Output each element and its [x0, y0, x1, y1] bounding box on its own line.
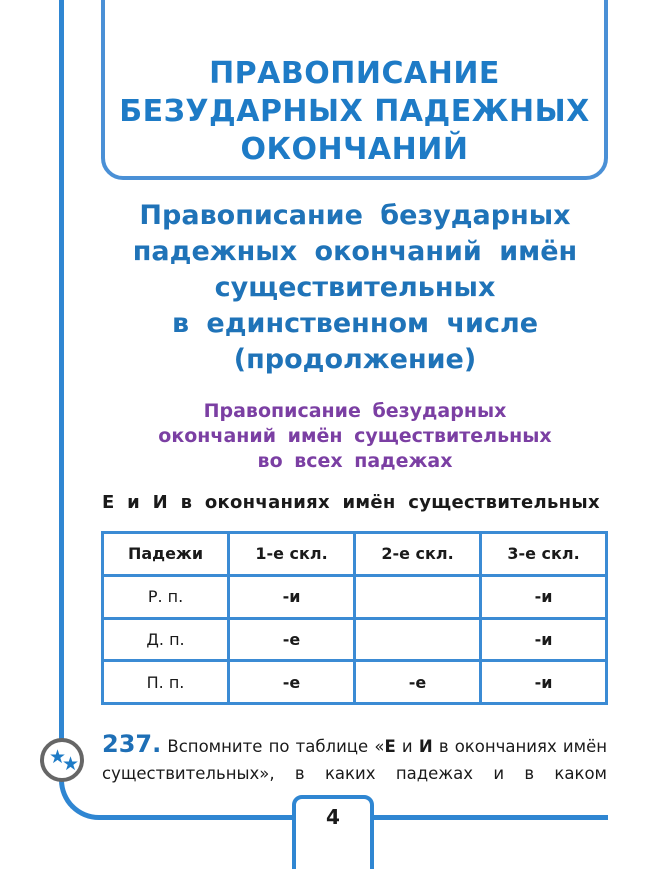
table-header-row — [103, 533, 607, 576]
chapter-title: ПРАВОПИСАНИЕ БЕЗУДАРНЫХ ПАДЕЖНЫХ ОКОНЧАНИЙ — [119, 56, 590, 167]
ending-cell: -е — [229, 618, 355, 661]
exercise-bold-letter: Е — [384, 737, 396, 756]
table-row — [103, 618, 607, 661]
exercise-text-part: Вспомните по таблице « — [167, 737, 385, 756]
page-border-left — [59, 0, 64, 760]
table-row — [103, 575, 607, 618]
case-cell: П. п. — [103, 661, 229, 704]
header-cell: 1-е скл. — [229, 533, 355, 576]
table-row — [103, 661, 607, 704]
section-title: Правописание безударных окончаний имён существительных во всех падежах — [158, 400, 552, 472]
endings-table — [101, 531, 608, 705]
exercise-bold-letter: И — [418, 737, 433, 756]
case-cell: Д. п. — [103, 618, 229, 661]
ending-cell: -и — [481, 618, 607, 661]
exercise-number: 237. — [102, 730, 162, 758]
difficulty-badge — [40, 738, 84, 782]
ending-cell: -и — [481, 661, 607, 704]
ending-cell: -е — [355, 661, 481, 704]
header-cell: 3-е скл. — [481, 533, 607, 576]
ending-cell — [355, 618, 481, 661]
star-icon: ★ — [62, 753, 80, 775]
ending-cell — [355, 575, 481, 618]
header-cell: 2-е скл. — [355, 533, 481, 576]
ending-cell: -и — [229, 575, 355, 618]
case-cell: Р. п. — [103, 575, 229, 618]
ending-cell: -и — [481, 575, 607, 618]
exercise-text — [102, 731, 607, 787]
page-number: 4 — [292, 795, 374, 869]
lesson-title: Правописание безударных падежных окончаний имён существительных в единственном числе (продолжение) — [132, 200, 578, 375]
table-title: Е и И в окончаниях имён существительных — [102, 492, 600, 513]
star-icon: ★ — [49, 746, 67, 768]
header-cell: Падежи — [103, 533, 229, 576]
exercise-text-part: в окончаниях имён существительных», в каких падежах и в каком — [102, 737, 608, 783]
ending-cell: -е — [229, 661, 355, 704]
exercise-text-part: и — [395, 737, 419, 756]
